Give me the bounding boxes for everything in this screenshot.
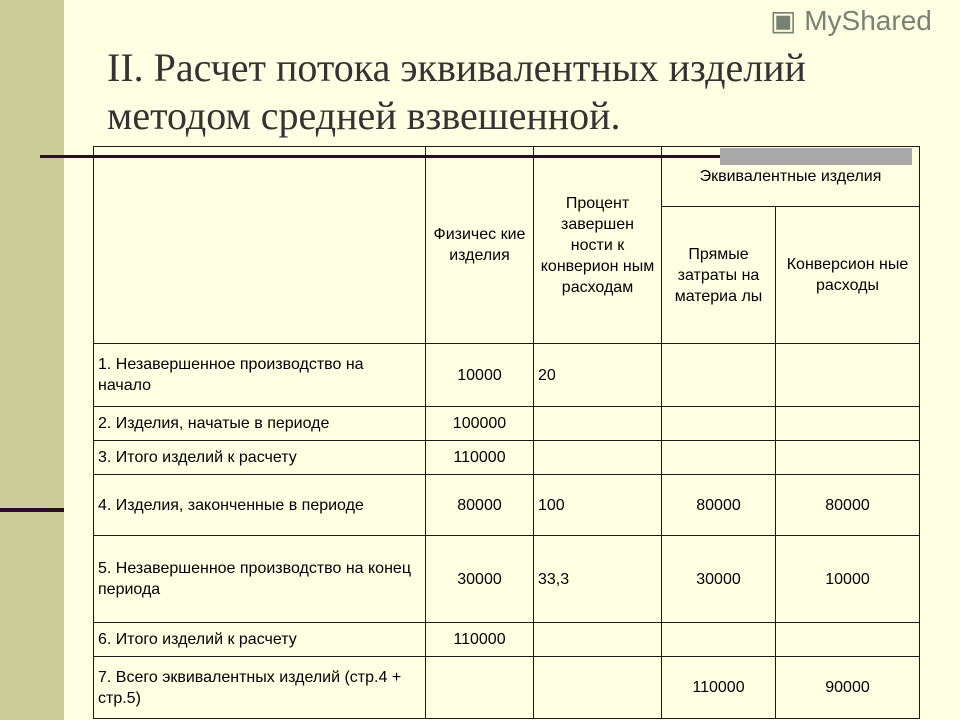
title-line-1: II. Расчет потока эквивалентных изделий bbox=[107, 45, 806, 90]
cell-physical: 10000 bbox=[426, 344, 534, 407]
cell-label: 2. Изделия, начатые в периоде bbox=[94, 407, 426, 441]
cell-materials bbox=[662, 344, 776, 407]
cell-conversion bbox=[776, 344, 920, 407]
cell-percent bbox=[534, 623, 662, 657]
cell-physical: 110000 bbox=[426, 441, 534, 475]
header-conversion: Конверсион ные расходы bbox=[776, 207, 920, 344]
slide-title bbox=[107, 44, 927, 140]
table-row bbox=[94, 657, 920, 719]
title-line-2: методом средней взвешенной. bbox=[107, 93, 621, 138]
cell-conversion: 80000 bbox=[776, 475, 920, 536]
cell-label: 1. Незавершенное производство на начало bbox=[94, 344, 426, 407]
cell-percent: 20 bbox=[534, 344, 662, 407]
cell-percent bbox=[534, 441, 662, 475]
table-row bbox=[94, 475, 920, 536]
cell-label: 5. Незавершенное производство на конец периода bbox=[94, 536, 426, 623]
cell-conversion bbox=[776, 407, 920, 441]
header-empty bbox=[94, 147, 426, 344]
watermark-logo bbox=[770, 4, 932, 38]
header-percent: Процент завершен ности к конверион ным расходам bbox=[534, 147, 662, 344]
cell-materials: 110000 bbox=[662, 657, 776, 719]
cell-percent bbox=[534, 407, 662, 441]
equivalent-units-table bbox=[93, 146, 920, 719]
cell-conversion: 90000 bbox=[776, 657, 920, 719]
cell-label: 6. Итого изделий к расчету bbox=[94, 623, 426, 657]
header-equivalent: Эквивалентные изделия bbox=[662, 147, 920, 207]
cell-materials bbox=[662, 441, 776, 475]
cell-percent: 100 bbox=[534, 475, 662, 536]
cell-materials bbox=[662, 623, 776, 657]
header-physical: Физичес кие изделия bbox=[426, 147, 534, 344]
cell-materials: 80000 bbox=[662, 475, 776, 536]
header-materials: Прямые затраты на материа лы bbox=[662, 207, 776, 344]
sidebar-decoration bbox=[0, 0, 64, 720]
watermark-icon: ▣ bbox=[770, 5, 805, 36]
decorative-bar bbox=[720, 148, 912, 165]
cell-physical: 30000 bbox=[426, 536, 534, 623]
watermark-text: MyShared bbox=[804, 5, 932, 36]
table-row bbox=[94, 441, 920, 475]
cell-materials bbox=[662, 407, 776, 441]
table-row bbox=[94, 536, 920, 623]
cell-physical: 80000 bbox=[426, 475, 534, 536]
cell-conversion bbox=[776, 441, 920, 475]
table-row bbox=[94, 407, 920, 441]
cell-label: 4. Изделия, законченные в периоде bbox=[94, 475, 426, 536]
cell-label: 7. Всего эквивалентных изделий (стр.4 + стр.5) bbox=[94, 657, 426, 719]
table-row bbox=[94, 344, 920, 407]
cell-conversion: 10000 bbox=[776, 536, 920, 623]
cell-percent: 33,3 bbox=[534, 536, 662, 623]
cell-label: 3. Итого изделий к расчету bbox=[94, 441, 426, 475]
cell-physical: 100000 bbox=[426, 407, 534, 441]
cell-physical: 110000 bbox=[426, 623, 534, 657]
table-row bbox=[94, 623, 920, 657]
cell-conversion bbox=[776, 623, 920, 657]
sidebar-marker bbox=[0, 508, 64, 512]
cell-materials: 30000 bbox=[662, 536, 776, 623]
cell-physical bbox=[426, 657, 534, 719]
cell-percent bbox=[534, 657, 662, 719]
